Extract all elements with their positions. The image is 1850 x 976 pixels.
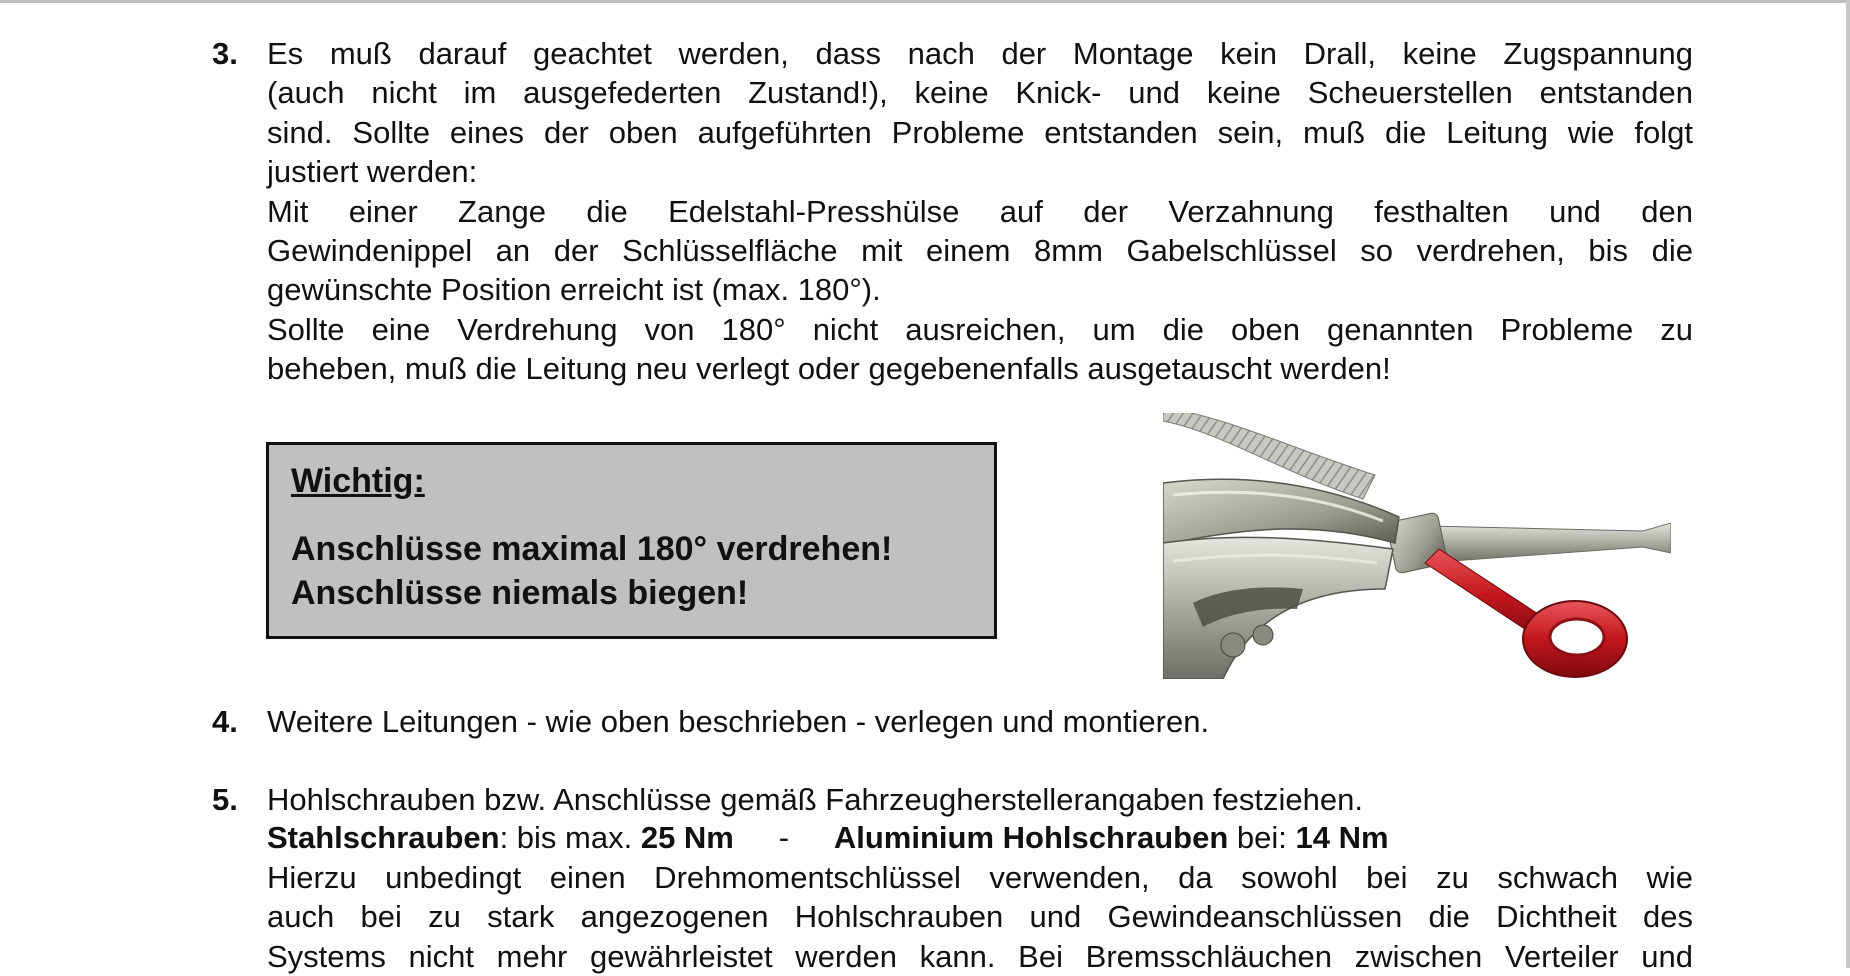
item-3-line: justiert werden: (267, 154, 478, 190)
torque-values-line (267, 818, 1389, 857)
steel-screws-text: : bis max. (499, 820, 641, 855)
item-4-number: 4. (212, 704, 238, 739)
item-3-line: Gewindenippel an der Schlüsselfläche mit einem 8mm Gabelschlüssel so verdrehen, bis die (267, 233, 1693, 269)
item-5-text (267, 858, 1693, 976)
aluminium-screws-label: Aluminium Hohlschrauben (833, 820, 1229, 855)
warning-line: Anschlüsse maximal 180° verdrehen! (291, 530, 893, 568)
item-5-intro (267, 780, 1693, 819)
page-right-edge (1846, 0, 1850, 968)
item-3-line: Mit einer Zange die Edelstahl-Presshülse auf der Verzahnung festhalten und den (267, 193, 1693, 229)
item-3-line: (auch nicht im ausgefederten Zustand!), keine Knick- und keine Scheuerstellen entstanden (267, 75, 1693, 111)
steel-screws-label: Stahlschrauben (267, 820, 500, 855)
item-5-number: 5. (212, 782, 238, 817)
item-3-line: beheben, muß die Leitung neu verlegt oder gegebenenfalls ausgetauscht werden! (267, 351, 1391, 387)
item-3-line: sind. Sollte eines der oben aufgeführten Probleme entstanden sein, muß die Leitung wie folgt (267, 114, 1693, 150)
aluminium-screws-torque: 14 Nm (1295, 820, 1389, 855)
item-3-text (267, 34, 1693, 389)
item-4-line: Weitere Leitungen - wie oben beschrieben - verlegen und montieren. (267, 704, 1210, 739)
item-5-line: Hierzu unbedingt einen Drehmomentschlüssel verwenden, da sowohl bei zu schwach wie (267, 860, 1693, 895)
warning-line: Anschlüsse niemals biegen! (291, 574, 749, 612)
item-4-text (267, 702, 1693, 741)
item-5-line: Systems nicht mehr gewährleistet werden kann. Bei Bremsschläuchen zwischen Verteiler und (267, 938, 1693, 974)
aluminium-screws-text: bei: (1228, 820, 1296, 855)
important-warning-box (266, 442, 997, 639)
item-5-line: auch bei zu stark angezogenen Hohlschrauben und Gewindeanschlüssen die Dichtheit des (267, 899, 1693, 935)
item-3-line: Sollte eine Verdrehung von 180° nicht ausreichen, um die oben genannten Probleme zu (267, 311, 1693, 347)
item-3-number: 3. (212, 36, 238, 71)
item-5-intro-line: Hohlschrauben bzw. Anschlüsse gemäß Fahrzeugherstellerangaben festziehen. (267, 782, 1363, 817)
warning-title: Wichtig: (291, 462, 425, 500)
item-3-line: Es muß darauf geachtet werden, dass nach der Montage kein Drall, keine Zugspannung (267, 36, 1693, 71)
item-3-line: gewünschte Position erreicht ist (max. 180°). (267, 272, 881, 308)
torque-separator: - (778, 820, 790, 855)
steel-screws-torque: 25 Nm (640, 820, 734, 855)
pliers-and-wrench-photo (1163, 413, 1671, 679)
